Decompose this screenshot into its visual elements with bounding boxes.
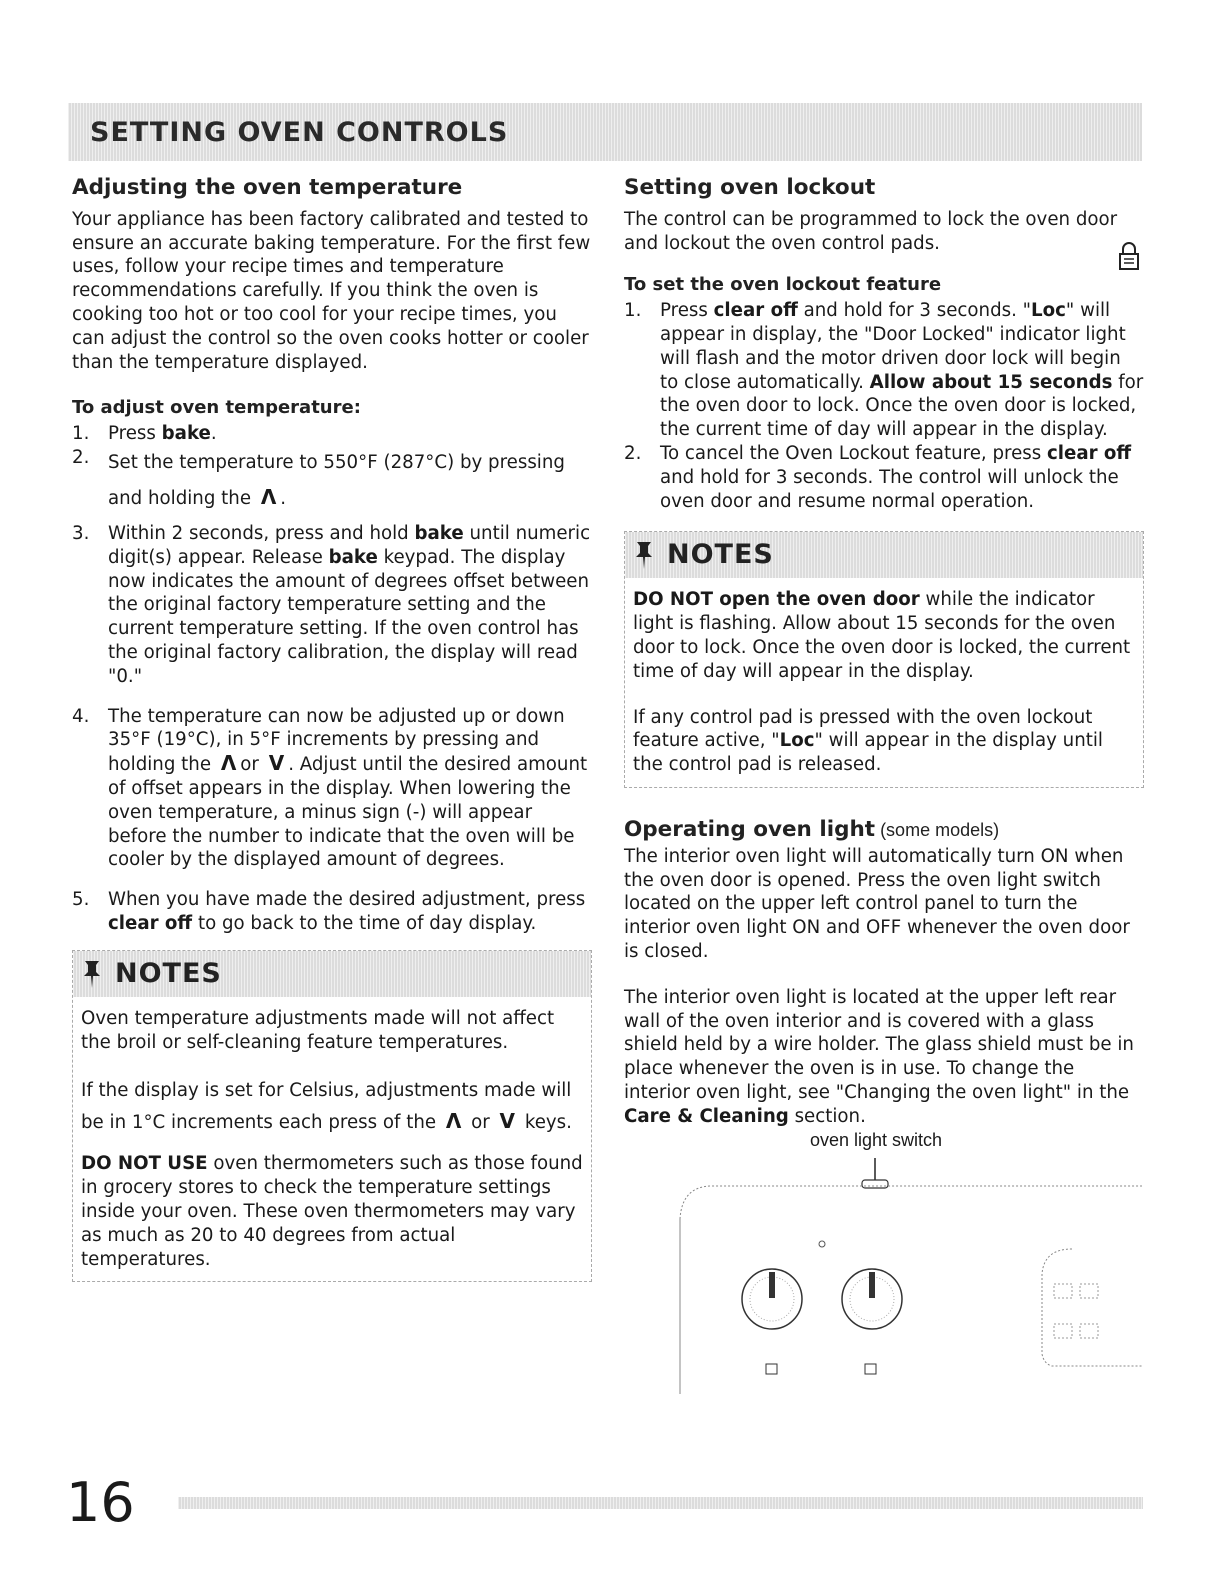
- knob-right-illustration: [842, 1269, 902, 1329]
- list-item: [72, 888, 592, 936]
- lockout-steps-list: [624, 299, 1144, 513]
- notes-title: NOTES: [667, 539, 774, 571]
- step-text: and hold for 3 seconds. The control will unlock the oven door and resume normal operation.: [660, 466, 1119, 512]
- down-arrow-icon: V: [499, 1109, 516, 1134]
- list-item: [72, 446, 592, 516]
- step-text: . Adjust until the desired amount of offset appears in the display. When lowering the oven temperature, a minus sign (-) will appear before the number to indicate that the oven will be cooler by the displayed amount of degrees.: [108, 754, 588, 871]
- up-arrow-icon: Λ: [260, 484, 277, 509]
- step-number: 1.: [624, 300, 642, 322]
- step-text: To cancel the Oven Lockout feature, press: [660, 442, 1047, 464]
- step-text: and hold for 3 seconds. ": [797, 300, 1032, 322]
- up-arrow-icon: Λ: [445, 1109, 462, 1134]
- step-text: keypad. The display now indicates the amount of degrees offset between the original factory temperature setting and the current temperature setting. If the oven control has the original factory calibration, the display will read "0.": [108, 546, 589, 687]
- left-column: [72, 176, 592, 1282]
- pushpin-icon: [633, 540, 655, 570]
- notes-emphasis: DO NOT USE: [81, 1153, 208, 1175]
- control-panel-illustration: [672, 1124, 1142, 1404]
- section-title: SETTING OVEN CONTROLS: [90, 116, 509, 148]
- step-text: for the oven door to lock. Once the oven door is locked, the current time of day will appear in the display.: [660, 371, 1144, 441]
- step-keyword: Loc: [1031, 300, 1066, 322]
- footer-bar: [178, 1497, 1143, 1509]
- notes-paragraph: [633, 588, 1135, 683]
- step-text: .: [280, 487, 287, 509]
- right-column: [624, 176, 1144, 1129]
- list-item: [72, 522, 592, 689]
- step-text: Press: [108, 423, 162, 445]
- heading-adjust-temp: Adjusting the oven temperature: [72, 175, 463, 200]
- notes-paragraph: [81, 1076, 583, 1138]
- step-text: Within 2 seconds, press and hold: [108, 522, 415, 544]
- notes-text: oven thermometers such as those found in grocery stores to check the temperature settings inside your oven. These oven thermometers may vary as much as 20 to 40 degrees from actual temperatures.: [81, 1153, 583, 1270]
- knob-left-illustration: [742, 1269, 802, 1329]
- heading-text: Operating oven light: [624, 816, 876, 842]
- up-arrow-icon: Λ: [220, 751, 237, 776]
- list-item: [72, 705, 592, 873]
- intro-paragraph: Your appliance has been factory calibrated and tested to ensure an accurate baking temperature. For the first few uses, follow your recipe times and temperature recommendations carefully. If you think the oven is cooking too hot or too cool for your recipe times, you can adjust the control so the oven cooks hotter or cooler than the temperature displayed.: [72, 208, 591, 373]
- page-number: 16: [66, 1471, 135, 1534]
- notes-paragraph: [633, 706, 1135, 777]
- step-number: 2.: [72, 446, 90, 468]
- step-keyword: bake: [414, 522, 464, 544]
- step-number: 4.: [72, 705, 90, 727]
- step-text: When you have made the desired adjustment, press: [108, 889, 586, 911]
- step-number: 2.: [624, 442, 642, 464]
- notes-body: [625, 578, 1143, 787]
- oven-light-paragraph: The interior oven light will automatically turn ON when the oven door is opened. Press the oven light switch located on the upper left control panel to turn the interior oven light ON and OFF whenever the oven door is closed.: [624, 845, 1130, 962]
- step-keyword: clear off: [1047, 442, 1132, 464]
- section-reference: Care & Cleaning: [624, 1105, 789, 1127]
- step-keyword: clear off: [108, 912, 193, 934]
- list-item: [72, 422, 592, 446]
- step-text: Set the temperature to 550°F (287°C) by pressing and holding the: [108, 451, 565, 509]
- section-header-bar: [68, 103, 1142, 161]
- heading-oven-light: [624, 818, 1144, 843]
- step-text: until numeric digit(s) appear. Release: [108, 522, 591, 568]
- step-number: 5.: [72, 889, 90, 911]
- notes-emphasis: Loc: [779, 730, 815, 752]
- subheading-lockout: To set the oven lockout feature: [624, 274, 942, 296]
- oven-light-paragraph: [624, 986, 1144, 1129]
- notes-text: while the indicator light is flashing. Allow about 15 seconds for the oven door to lock. Once the oven door is locked, the current time of day will appear in the display.: [633, 589, 1131, 682]
- notes-box-temperature: [72, 950, 592, 1283]
- step-number: 1.: [72, 423, 90, 445]
- list-item: [624, 299, 1144, 442]
- notes-box-lockout: [624, 531, 1144, 788]
- step-text: to go back to the time of day display.: [192, 912, 537, 934]
- step-text: " will appear in display, the "Door Locked" indicator light will flash and the motor driven door lock will begin to close automatically.: [660, 300, 1126, 393]
- notes-emphasis: DO NOT open the oven door: [633, 589, 920, 611]
- paragraph-text: The interior oven light is located at the upper left rear wall of the oven interior and is covered with a glass shield held by a wire holder. The glass shield must be in place whenever the oven is in use. To change the interior oven light, see "Changing the oven light" in the: [624, 986, 1134, 1103]
- step-text: or: [240, 754, 259, 776]
- step-number: 3.: [72, 522, 90, 544]
- lock-icon: [1118, 241, 1140, 271]
- notes-header: [625, 532, 1143, 578]
- notes-text: or: [471, 1112, 490, 1134]
- oven-light-switch-figure: [672, 1124, 1142, 1404]
- step-text: The temperature can now be adjusted up or down 35°F (19°C), in 5°F increments by pressing and holding the: [108, 705, 565, 776]
- adjust-steps-list: [72, 422, 592, 936]
- paragraph-text: section.: [788, 1105, 866, 1127]
- notes-text: " will appear in the display until the control pad is released.: [633, 730, 1103, 776]
- notes-paragraph: Oven temperature adjustments made will not affect the broil or self-cleaning feature temperatures.: [81, 1007, 555, 1053]
- notes-text: keys.: [524, 1112, 572, 1134]
- heading-lockout: Setting oven lockout: [624, 175, 876, 200]
- notes-text: If the display is set for Celsius, adjustments made will be in 1°C increments each press of the: [81, 1080, 572, 1134]
- figure-label: oven light switch: [810, 1130, 943, 1150]
- step-keyword: Allow about 15 seconds: [869, 371, 1113, 393]
- list-item: [624, 442, 1144, 513]
- step-keyword: clear off: [713, 300, 798, 322]
- heading-note: (some models): [875, 819, 1000, 840]
- step-keyword: bake: [161, 423, 211, 445]
- subheading-adjust: To adjust oven temperature:: [72, 397, 361, 419]
- notes-title: NOTES: [115, 957, 222, 989]
- notes-body: [73, 997, 591, 1282]
- step-keyword: bake: [328, 546, 378, 568]
- down-arrow-icon: V: [268, 751, 285, 776]
- step-text: Press: [660, 300, 714, 322]
- notes-text: If any control pad is pressed with the oven lockout feature active, ": [633, 706, 1093, 752]
- step-text: .: [210, 423, 217, 445]
- lockout-intro: The control can be programmed to lock the oven door and lockout the oven control pads.: [624, 208, 1118, 254]
- notes-paragraph: [81, 1152, 583, 1271]
- notes-header: [73, 951, 591, 997]
- pushpin-icon: [81, 959, 103, 989]
